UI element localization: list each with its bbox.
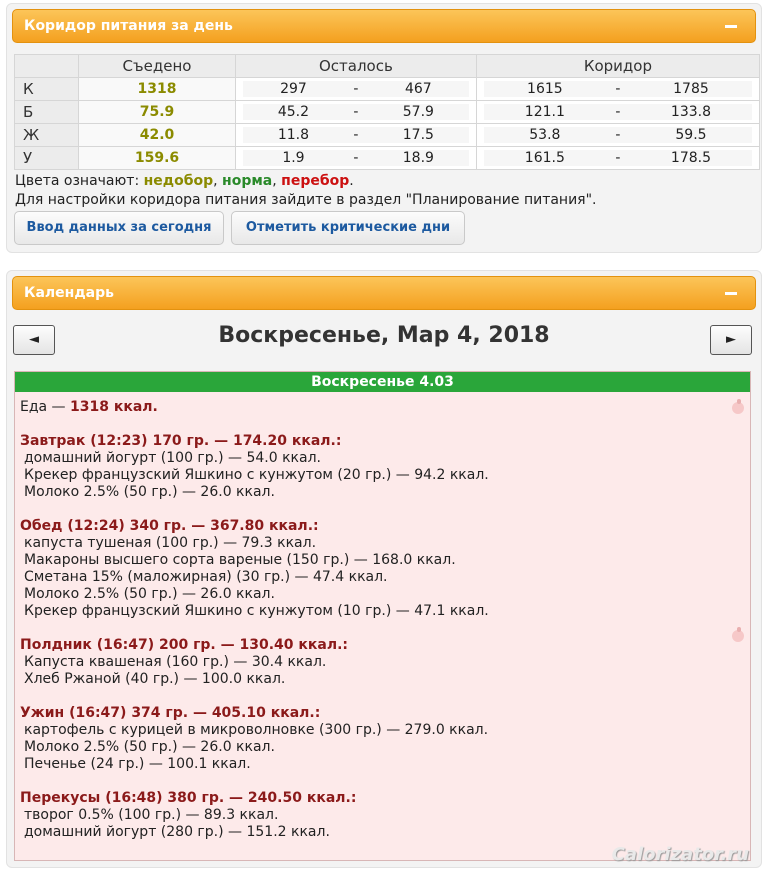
legend-low: недобор: [143, 173, 214, 189]
range-dash: -: [615, 81, 621, 97]
eaten-value: 159.6: [79, 147, 236, 170]
food-item: Печенье (24 гр.) — 100.1 ккал.: [24, 756, 251, 772]
apple-icon[interactable]: [732, 630, 744, 642]
next-day-button[interactable]: ►: [710, 325, 752, 355]
corridor-min: 1615: [527, 81, 563, 97]
corridor-max: 59.5: [675, 127, 707, 143]
food-item: домашний йогурт (280 гр.) — 151.2 ккал.: [24, 824, 330, 840]
table-row: [15, 78, 760, 101]
eaten-value: 75.9: [79, 101, 236, 124]
range-dash: -: [353, 150, 359, 166]
range-dash: -: [615, 127, 621, 143]
food-item: Крекер французский Яшкино с кунжутом (10 гр.) — 47.1 ккал.: [24, 603, 489, 619]
corridor-min: 121.1: [524, 104, 565, 120]
corridor-max: 133.8: [670, 104, 711, 120]
remaining-max: 18.9: [402, 150, 434, 166]
minus-icon[interactable]: [725, 25, 737, 28]
day-card: [14, 371, 751, 861]
table-row: [15, 101, 760, 124]
meal-header[interactable]: Полдник (16:47) 200 гр. — 130.40 ккал.:: [20, 637, 349, 653]
header-remaining: Осталось: [236, 55, 477, 78]
remaining-cell: [236, 124, 477, 147]
prev-day-button[interactable]: ◄: [13, 325, 55, 355]
range-dash: -: [353, 81, 359, 97]
food-item: Макароны высшего сорта вареные (150 гр.) — 168.0 ккал.: [24, 552, 456, 568]
meal-breakfast: [20, 433, 745, 501]
remaining-min: 45.2: [277, 104, 310, 120]
legend-sep: ,: [272, 173, 277, 189]
corridor-cell: [476, 124, 759, 147]
remaining-min: 1.9: [282, 150, 305, 166]
range-dash: -: [615, 104, 621, 120]
corridor-cell: [476, 101, 759, 124]
corridor-max: 178.5: [670, 150, 711, 166]
range-dash: -: [353, 127, 359, 143]
calendar-panel: [6, 270, 762, 868]
corridor-max: 1785: [673, 81, 709, 97]
corridor-panel: [6, 3, 762, 253]
row-label: К: [15, 78, 79, 101]
meal-lunch: [20, 518, 745, 620]
corridor-min: 53.8: [529, 127, 561, 143]
remaining-max: 17.5: [402, 127, 434, 143]
row-label: Б: [15, 101, 79, 124]
calendar-panel-title: Календарь: [24, 285, 114, 301]
legend-hint: Для настройки коридора питания зайдите в раздел "Планирование питания".: [15, 192, 597, 208]
header-eaten: Съедено: [79, 55, 236, 78]
meal-header[interactable]: Перекусы (16:48) 380 гр. — 240.50 ккал.:: [20, 790, 357, 806]
remaining-min: 297: [280, 81, 307, 97]
meal-header[interactable]: Обед (12:24) 340 гр. — 367.80 ккал.:: [20, 518, 319, 534]
food-item: Молоко 2.5% (50 гр.) — 26.0 ккал.: [24, 484, 275, 500]
legend-end: .: [349, 173, 354, 189]
remaining-cell: [236, 78, 477, 101]
enter-today-button[interactable]: Ввод данных за сегодня: [14, 211, 224, 245]
critical-days-button[interactable]: Отметить критические дни: [231, 211, 465, 245]
day-total: [20, 399, 745, 416]
table-row: [15, 147, 760, 170]
corridor-cell: [476, 78, 759, 101]
meal-snack-afternoon: [20, 637, 745, 688]
legend-sep: ,: [213, 173, 218, 189]
food-item: Хлеб Ржаной (40 гр.) — 100.0 ккал.: [24, 671, 286, 687]
remaining-max: 467: [404, 81, 432, 97]
food-item: капуста тушеная (100 гр.) — 79.3 ккал.: [24, 535, 317, 551]
meal-header[interactable]: Завтрак (12:23) 170 гр. — 174.20 ккал.:: [20, 433, 342, 449]
color-legend: [15, 172, 597, 210]
total-value: 1318 ккал.: [70, 399, 158, 415]
remaining-max: 57.9: [402, 104, 434, 120]
header-corridor: Коридор: [476, 55, 759, 78]
food-item: Крекер французский Яшкино с кунжутом (20 гр.) — 94.2 ккал.: [24, 467, 489, 483]
apple-icon[interactable]: [732, 402, 744, 414]
meal-header[interactable]: Ужин (16:47) 374 гр. — 405.10 ккал.:: [20, 705, 321, 721]
corridor-min: 161.5: [524, 150, 565, 166]
eaten-value: 42.0: [79, 124, 236, 147]
food-item: картофель с курицей в микроволновке (300 гр.) — 279.0 ккал.: [24, 722, 489, 738]
header-empty: [15, 55, 79, 78]
row-label: Ж: [15, 124, 79, 147]
remaining-cell: [236, 147, 477, 170]
remaining-cell: [236, 101, 477, 124]
range-dash: -: [615, 150, 621, 166]
legend-line: [15, 172, 597, 191]
legend-prefix: Цвета означают:: [15, 173, 140, 189]
minus-icon[interactable]: [725, 292, 737, 295]
food-item: домашний йогурт (100 гр.) — 54.0 ккал.: [24, 450, 321, 466]
food-item: Капуста квашеная (160 гр.) — 30.4 ккал.: [24, 654, 327, 670]
calendar-date-title: Воскресенье, Мар 4, 2018: [218, 323, 550, 348]
food-item: Молоко 2.5% (50 гр.) — 26.0 ккал.: [24, 739, 275, 755]
food-item: Молоко 2.5% (50 гр.) — 26.0 ккал.: [24, 586, 275, 602]
watermark: Calorizator.ru: [611, 844, 749, 865]
corridor-panel-title: Коридор питания за день: [24, 18, 233, 34]
day-body: [15, 392, 750, 841]
eaten-value: 1318: [79, 78, 236, 101]
row-label: У: [15, 147, 79, 170]
corridor-table: [14, 54, 760, 170]
total-prefix: Еда —: [20, 399, 66, 415]
corridor-cell: [476, 147, 759, 170]
food-item: творог 0.5% (100 гр.) — 89.3 ккал.: [24, 807, 279, 823]
legend-ok: норма: [222, 173, 273, 189]
table-row: [15, 124, 760, 147]
range-dash: -: [353, 104, 359, 120]
day-header[interactable]: Воскресенье 4.03: [15, 372, 750, 392]
food-item: Сметана 15% (маложирная) (30 гр.) — 47.4 ккал.: [24, 569, 388, 585]
remaining-min: 11.8: [277, 127, 310, 143]
corridor-panel-header: [12, 9, 756, 43]
legend-over: перебор: [281, 173, 350, 189]
corridor-table-header: [15, 55, 760, 78]
calendar-panel-header: [12, 276, 756, 310]
meal-snacks: [20, 790, 745, 841]
meal-dinner: [20, 705, 745, 773]
